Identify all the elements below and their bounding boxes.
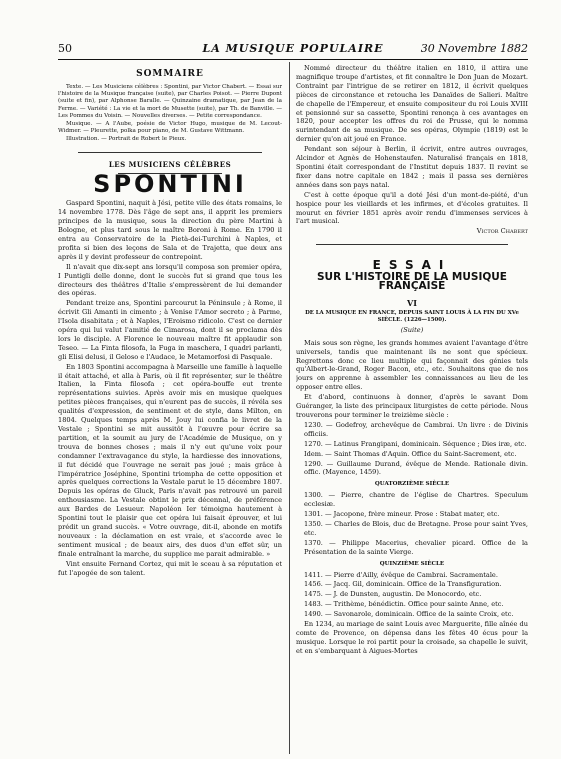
header-rule bbox=[58, 59, 528, 60]
list-item: 1411. — Pierre d'Ailly, évêque de Cambrai. Sacramentale. bbox=[304, 570, 498, 579]
page-header bbox=[58, 42, 528, 58]
list-item: 1300. — Pierre, chantre de l'église de Chartres. Speculum ecclesiæ. bbox=[304, 491, 528, 509]
right-column bbox=[296, 64, 528, 754]
paragraph: Vint ensuite Fernand Cortez, qui mit le sceau à sa réputation et fut l'apogée de son talent. bbox=[58, 559, 282, 577]
paragraph: Et d'abord, continuons à donner, d'après le savant Dom Guéranger, la liste des principaux liturgistes de cette période. Nous trouverons pour terminer le treizième siècle : bbox=[296, 393, 528, 419]
list-item: 1490. — Savonarole, dominicain. Office de la sainte Croix, etc. bbox=[304, 610, 514, 619]
list-item: 1301. — Jacopone, frère mineur. Prose : Stabat mater, etc. bbox=[304, 510, 500, 519]
column-divider bbox=[289, 62, 290, 754]
liturgist-list-13 bbox=[296, 421, 528, 477]
toc-texte: Texte. — Les Musiciens célèbres : Spontini, par Victor Chabert. — Essai sur l'histoire de la Musique française (suite), par Charles Poisot. — Pierre Dupont (suite et fin), par Alphonse Baralle. — Quinzaine dramatique, par Jean de la Ferme. — Variété : La vie et la mort de Musette (suite), par Th. de Banville. — Les Pommes du Voisin. — Nouvelles diverses. — Petite correspondance. bbox=[58, 83, 282, 119]
paragraph: Pendant treize ans, Spontini parcourut la Péninsule ; à Rome, il écrivit Gli Amanti in cimento ; à Venise l'Amor secreto ; à Parme, l'Isola disabitata ; et à Naples, l'Eroismo ridicolo. C'est ce dernier opéra qui lui valut l'amitié de Cimarosa, dont il se proclama dès lors le disciple. A Florence le nouveau maître fit applaudir son Teseo. — La Finta filosofa, la Fuga in maschera, I quadri parlanti, gli Elisi delusi, il Geloso e l'Audace, le Metamorfosi di Pasquale. bbox=[58, 299, 282, 361]
paragraph: Mais sous son règne, les grands hommes avaient l'avantage d'être universels, tandis que maintenant ils ne sont que spécieux. Regrettons donc ce lieu multiple qui façonnait des génies tels qu'Albert-le-Grand, Roger Bacon, etc., etc. Souhaitons que de nos jours on apprenne à assembler les connaissances au lieu de les opposer entre elles. bbox=[296, 338, 528, 392]
chapter-title: DE LA MUSIQUE EN FRANCE, DEPUIS SAINT LOUIS À LA FIN DU XVe SIÈCLE. (1226—1500). bbox=[305, 309, 519, 323]
page-number: 50 bbox=[58, 42, 72, 55]
issue-date: 30 Novembre 1882 bbox=[420, 42, 528, 55]
essai-title: ESSAI bbox=[372, 258, 452, 273]
liturgist-list-15 bbox=[296, 571, 528, 620]
article-title: SPONTINI bbox=[93, 170, 247, 199]
section-heading: LES MUSICIENS CÉLÈBRES bbox=[108, 159, 232, 169]
list-item: 1483. — Trithème, bénédictin. Office pour sainte Anne, etc. bbox=[304, 600, 504, 609]
divider bbox=[316, 244, 508, 245]
paragraph: Pendant son séjour à Berlin, il écrivit, entre autres ouvrages, Alcindor et Agnès de Hohenstaufen. Naturalisé français en 1818, Spontini était correspondant de l'Institut depuis 1837. Il revint se fixer dans notre capitale en 1842 ; mais il passa ses dernières années dans son pays natal. bbox=[296, 145, 528, 189]
divider bbox=[78, 152, 262, 153]
journal-title: LA MUSIQUE POPULAIRE bbox=[202, 42, 384, 55]
toc-musique: Musique. — A l'Aube, poésie de Victor Hugo, musique de M. Lecout-Widmer. — Pleurette, polka pour piano, de M. Gustave Wittmann. bbox=[58, 120, 282, 135]
author-signature: Victor Chabert bbox=[476, 227, 528, 236]
paragraph: C'est à cette époque qu'il a doté Jési d'un mont-de-piété, d'un hospice pour les vieillards et les infirmes, et d'écoles gratuites. Il mourut en février 1851 après avoir rendu d'immenses services à l'art musical. bbox=[296, 190, 528, 226]
table-of-contents bbox=[58, 84, 282, 144]
list-item: 1350. — Charles de Blois, duc de Bretagne. Prose pour saint Yves, etc. bbox=[304, 519, 528, 537]
sommaire-title: SOMMAIRE bbox=[136, 69, 204, 79]
essai-subtitle: SUR L'HISTOIRE DE LA MUSIQUE FRANÇAISE bbox=[317, 271, 507, 293]
paragraph: En 1234, au mariage de saint Louis avec Marguerite, fille aînée du comte de Provence, on dépensa dans les fêtes 40 écus pour la musique. Lorsque le roi partit pour la croisade, sa chapelle le suivit, et en s'embarquant à Aigues-Mortes bbox=[296, 620, 528, 655]
list-item: 1475. — J. de Dunsten, augustin. De Monocordo, etc. bbox=[304, 590, 482, 599]
list-item: 1290. — Guillaume Durand, évêque de Mende. Rationale divin. offic. (Mayence, 1459). bbox=[304, 459, 528, 477]
suite-label: (Suite) bbox=[400, 325, 424, 334]
paragraph: Gaspard Spontini, naquit à Jési, petite ville des états romains, le 14 novembre 1778. Dès l'âge de sept ans, il apprit les premiers principes de la musique, sous la direction du père Martini à Bologne, et plus tard sous le maître Boroni à Rome. En 1790 il entra au Conservatoire de la Pietà-dei-Turchini à Naples, et profita si bien des leçons de Sala et de Trajetta, que deux ans après il y devint professeur de contrepoint. bbox=[58, 199, 282, 261]
paragraph: Nommé directeur du théâtre italien en 1810, il attira une magnifique troupe d'artistes, et fit connaître le Don Juan de Mozart. Contraint par l'intrigue de se retirer en 1812, il écrivit quelques pièces de circonstance et retoucha les Danaïdes de Salieri. Maître de chapelle de l'Empereur, et ensuite compositeur du roi Louis XVIII et pensionné sur sa cassette, Spontini renonça à ces avantages en 1820, pour accepter les offres du roi de Prusse, qui le nomma surintendant de sa musique. De ses opéras, Olympie (1819) est le dernier qu'on ait joué en France. bbox=[296, 64, 528, 144]
list-item: 1230. — Godefroy, archevêque de Cambrai. Un livre : de Divinis officiis. bbox=[304, 420, 528, 438]
century-heading: QUATORZIÈME SIÈCLE bbox=[374, 481, 450, 488]
paragraph: Il n'avait que dix-sept ans lorsqu'il composa son premier opéra, I Puntigli delle donne, dont le succès fut si grand que tous les directeurs des théâtres d'Italie s'empressèrent de lui demander des opéras. bbox=[58, 262, 282, 298]
toc-illustration: Illustration. — Portrait de Robert le Pieux. bbox=[66, 136, 187, 143]
list-item: Idem. — Saint Thomas d'Aquin. Office du Saint-Sacrement, etc. bbox=[304, 449, 517, 458]
list-item: 1370. — Philippe Macerius, chevalier picard. Office de la Présentation de la sainte Vierge. bbox=[304, 538, 528, 556]
left-column bbox=[58, 64, 282, 754]
liturgist-list-14 bbox=[296, 491, 528, 556]
century-heading: QUINZIÈME SIÈCLE bbox=[379, 560, 445, 567]
list-item: 1456. — Jacq. Gil, dominicain. Office de la Transfiguration. bbox=[304, 580, 502, 589]
paragraph: En 1803 Spontini accompagna à Marseille une famille à laquelle il était attaché, et alla à Paris, où il fit représenter, sur le théâtre Italien, la Finta filosofa ; cet opéra-bouffe eut trente représentations suivies. Après avoir mis en musique quelques petites pièces françaises, qui n'eurent pas de succès, il révéla ses qualités d'expression, de sentiment et de style, dans Milton, en 1804. Quelques temps après M. Jouy lui confia le livret de la Vestale ; Spontini se mit aussitôt à l'œuvre pour écrire sa partition, et la soumit au jury de l'Académie de Musique, on y trouva de bonnes choses ; mais il n'y eut qu'une voix pour condamner l'extravagance du style, la hardiesse des innovations, il fut décidé que l'ouvrage ne serait pas joué ; mais grâce à l'impératrice Joséphine, Spontini triompha de cette opposition et après quelques corrections la Vestale parut le 15 décembre 1807. Depuis les opéras de Gluck, Paris n'avait pas retrouvé un pareil enthousiasme. La Vestale obtint le prix décennal, de préférence aux Bardes de Lesueur. Napoléon Ier témoigna hautement à Spontini tout le plaisir que cet opéra lui faisait éprouver, et lui prédit un grand succès. « Votre ouvrage, dit-il, abonde en motifs nouveaux : la déclamation en est vraie, et s'accorde avec le sentiment musical ; de beaux airs, des duos d'un effet sûr, un finale entraînant la marche, du supplice me parait admirable. » bbox=[58, 362, 282, 558]
list-item: 1270. — Latinus Frangipani, dominicain. Séquence ; Dies iræ, etc. bbox=[304, 439, 527, 448]
chapter-number: VI bbox=[407, 297, 417, 308]
